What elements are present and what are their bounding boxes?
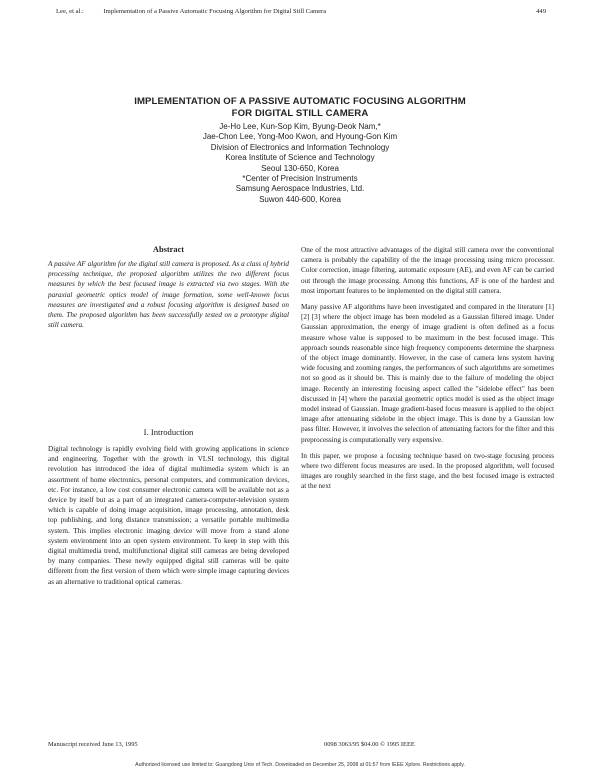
copyright-note: 0098 3063/95 $04.00 © 1995 IEEE [324,741,415,748]
title-line-2: FOR DIGITAL STILL CAMERA [231,108,369,119]
affiliation-line: *Center of Precision Instruments [242,174,358,184]
running-header-left [56,8,344,15]
body-paragraph: Many passive AF algorithms have been investigated and compared in the literature [1] [2] [3] where the object image has been modeled as a Gaussian filtered image. Under Gaussian approximation, the energy of image gradient is often defined as a focus measure whose value is supposed to be maximum in the best focused image. This approach sounds reasonable since high frequency components determine the sharpness of the object image dominantly. However, in the case of camera lens system having wide focusing and zooming ranges, the performances of such algorithms are sometimes not so good as it should be. This is mainly due to the failure of modeling the object image. Recently an interesting focusing aspect called the "sidelobe effect" has been discussed in [4] where the paraxial geometric optics model is used as the object image model instead of Gaussian. Image gradient-based focus measure is applied to the object image after attenuating sidelobe in the object image. This is done by a Gaussian low pass filter. However, it involves the selection of attenuating factors for the filter and this preprocessing is computationally very expensive. [301,303,554,444]
abstract-heading: Abstract [152,245,185,254]
introduction-paragraph: Digital technology is rapidly evolving field with growing applications in science and engineering. Together with the growth in VLSI technology, this digital revolution has introduced the idea of digital multimedia system which is an assortment of home electronics, personal computers, and communication devices, etc. For instance, a low cost consumer electronic camera will be available not as a device by itself but as a part of an integrated camera-computer-television system which is capable of doing image acquisition, image processing, annotation, desk top publishing, and long distance transmission; a versatile portable multimedia system. This implies electronic imaging device will move from a stand alone system environment into an open system environment. To keep in step with this digital multimedia trend, multifunctional digital still cameras are being developed by many companies. These newly equipped digital still cameras will be quite different from the first version of them which were simple image capturing devices as an alternative to traditional optical cameras. [48,445,289,586]
affiliation-line: Division of Electronics and Information Technology [210,142,390,152]
journal-authors: Lee, et al.: [56,8,84,15]
author-line: Jae-Chon Lee, Yong-Moo Kwon, and Hyoung-Gon Kim [202,132,398,142]
author-line: Je-Ho Lee, Kun-Sop Kim, Byung-Deok Nam,* [219,122,381,131]
body-paragraph: One of the most attractive advantages of the digital still camera over the conventional camera is probably the capability of the the image processing using micro processor. Color correction, image filtering, automatic exposure (AE), and even AF can be carried out through the image processing. Among this functions, AF is one of the hardest and most important features to be implemented on the digital still camera. [301,246,554,295]
running-title: Implementation of a Passive Automatic Focusing Algorithm for Digital Still Camera [103,8,327,15]
introduction-text [48,444,289,593]
affiliation-line: Suwon 440-600, Korea [259,194,341,204]
paper-title [0,96,600,120]
affiliation-line: Korea Institute of Science and Technology [225,153,375,163]
page-number: 449 [536,8,546,15]
body-paragraph: In this paper, we propose a focusing technique based on two-stage focusing process where two different focus measures are used. In the proposed algorithm, well focused images are roughly searched in the first stage, and the best focused image is extracted at the next [301,451,554,491]
affiliation-line: Seoul 130-650, Korea [261,163,339,173]
abstract-text [48,259,289,336]
authorized-use-notice: Authorized licensed use limited to: Guangdong Univ of Tech. Downloaded on December 25, 2008 at 01:57 from IEEE Xplore. Restrictions apply. [135,762,465,768]
title-line-1: IMPLEMENTATION OF A PASSIVE AUTOMATIC FOCUSING ALGORITHM [134,96,466,107]
affiliation-line: Samsung Aerospace Industries, Ltd. [235,184,365,194]
introduction-heading: I. Introduction [143,427,194,437]
abstract-paragraph: A passive AF algorithm for the digital still camera is proposed. As a class of hybrid processing technique, the proposed algorithm utilizes the two different focus measures by which the best focused image is extracted via two stages. With the paraxial geometric optics model of image formation, some well-known focus measures are investigated and a robust focusing algorithm is designed based on them. The proposed algorithm has been successfully tested on a prototype digital still camera. [48,260,289,330]
right-column [301,245,554,498]
manuscript-note: Manuscript received June 13, 1995 [48,741,138,748]
running-header [56,8,546,15]
author-block [0,122,600,205]
